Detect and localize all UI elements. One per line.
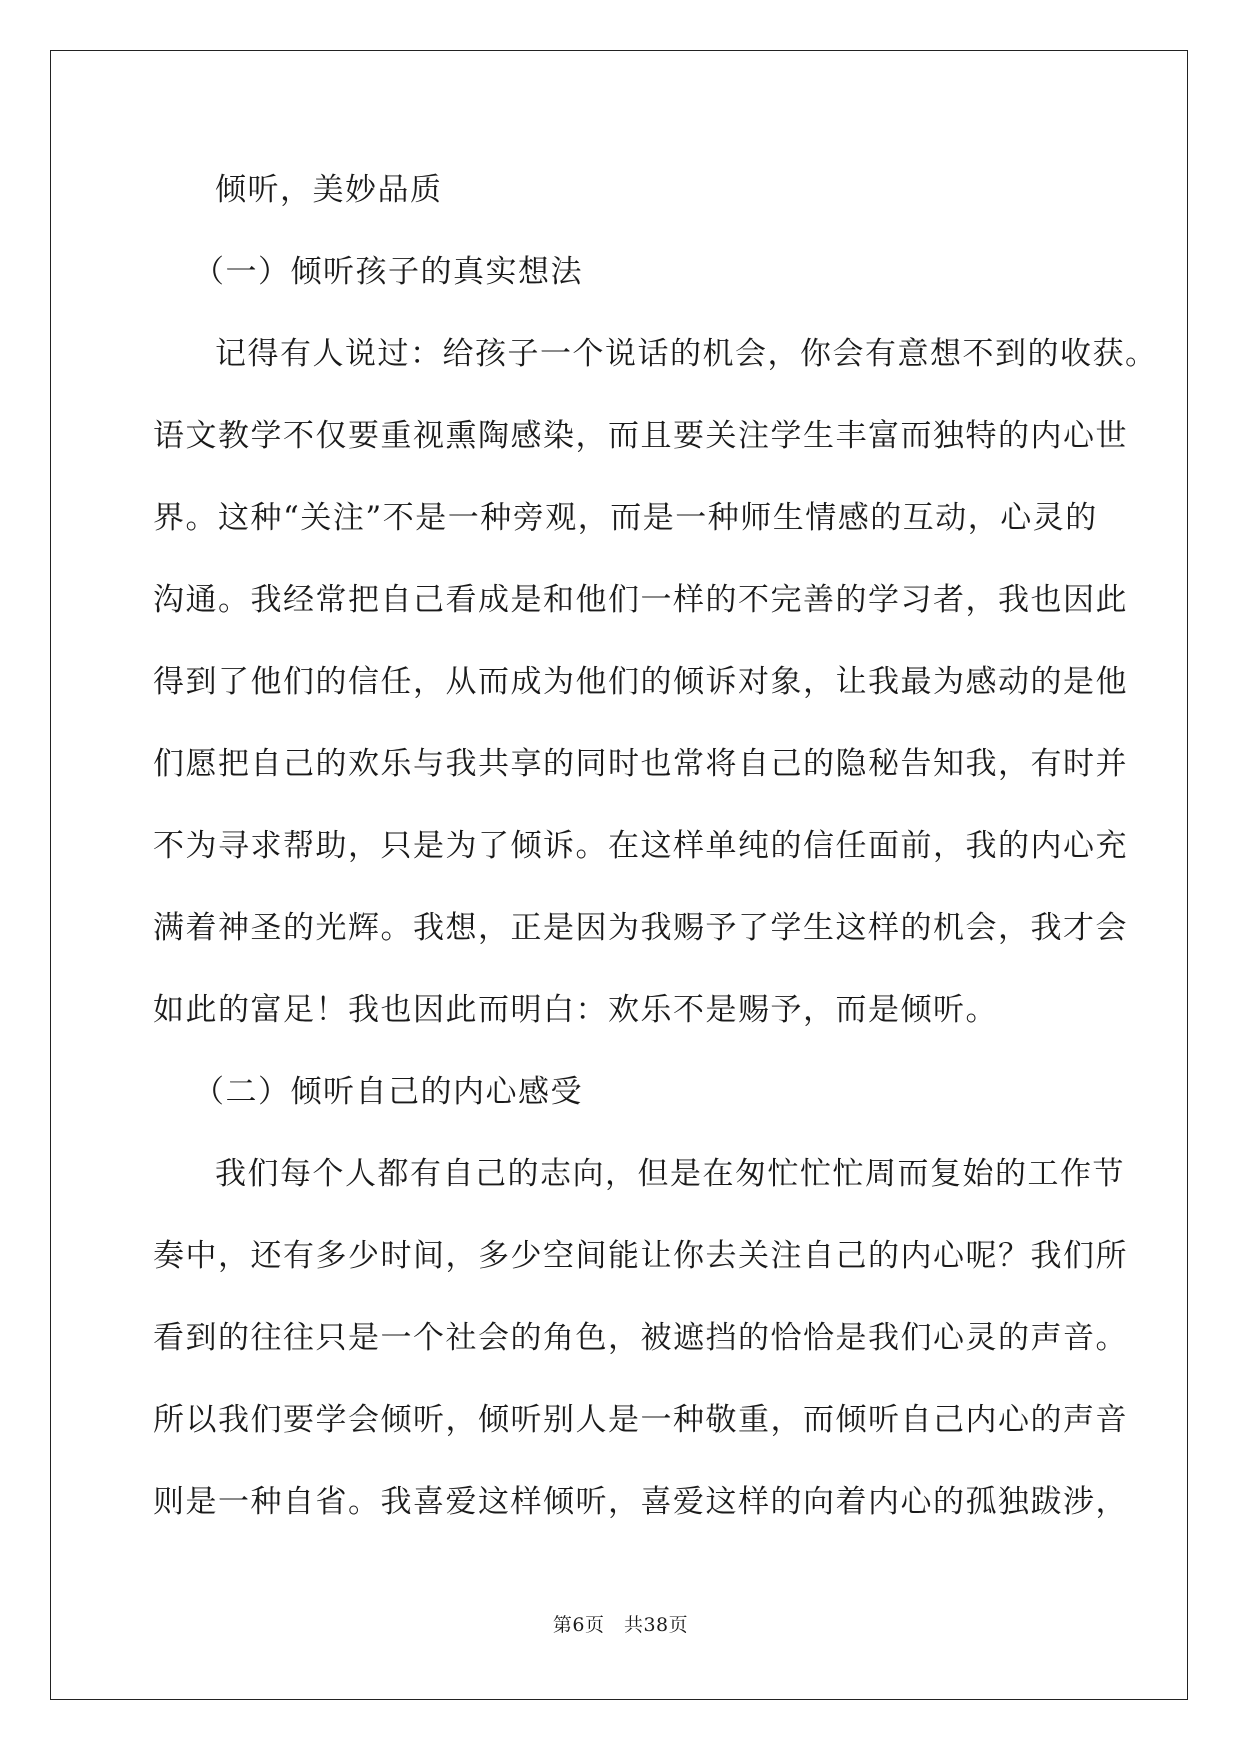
paragraph-line: 得到了他们的信任，从而成为他们的倾诉对象，让我最为感动的是他 (153, 664, 1128, 700)
paragraph-line: 奏中，还有多少时间，多少空间能让你去关注自己的内心呢？我们所 (153, 1238, 1128, 1274)
paragraph-line: 语文教学不仅要重视熏陶感染，而且要关注学生丰富而独特的内心世 (153, 418, 1128, 454)
page-footer: 第6页 共38页 (552, 1614, 689, 1636)
paragraph-line: 我们每个人都有自己的志向，但是在匆忙忙忙周而复始的工作节 (215, 1156, 1125, 1192)
heading-title: 倾听，美妙品质 (215, 172, 443, 208)
paragraph-line: 记得有人说过：给孩子一个说话的机会，你会有意想不到的收获。 (215, 336, 1158, 372)
paragraph-line: 沟通。我经常把自己看成是和他们一样的不完善的学习者，我也因此 (153, 582, 1128, 618)
paragraph-line: 则是一种自省。我喜爱这样倾听，喜爱这样的向着内心的孤独跋涉， (153, 1484, 1128, 1520)
document-body (153, 164, 1158, 1558)
paragraph-line: 如此的富足！我也因此而明白：欢乐不是赐予，而是倾听。 (153, 992, 998, 1028)
paragraph-line: 们愿把自己的欢乐与我共享的同时也常将自己的隐秘告知我，有时并 (153, 746, 1128, 782)
section-heading-2: （二）倾听自己的内心感受 (193, 1074, 583, 1110)
paragraph-line: 满着神圣的光辉。我想，正是因为我赐予了学生这样的机会，我才会 (153, 910, 1128, 946)
paragraph-line: 不为寻求帮助，只是为了倾诉。在这样单纯的信任面前，我的内心充 (153, 828, 1128, 864)
paragraph-line: 所以我们要学会倾听，倾听别人是一种敬重，而倾听自己内心的声音 (153, 1402, 1128, 1438)
section-heading-1: （一）倾听孩子的真实想法 (193, 254, 583, 290)
paragraph-line: 界。这种“关注”不是一种旁观，而是一种师生情感的互动，心灵的 (153, 500, 1098, 536)
paragraph-line: 看到的往往只是一个社会的角色，被遮挡的恰恰是我们心灵的声音。 (153, 1320, 1128, 1356)
